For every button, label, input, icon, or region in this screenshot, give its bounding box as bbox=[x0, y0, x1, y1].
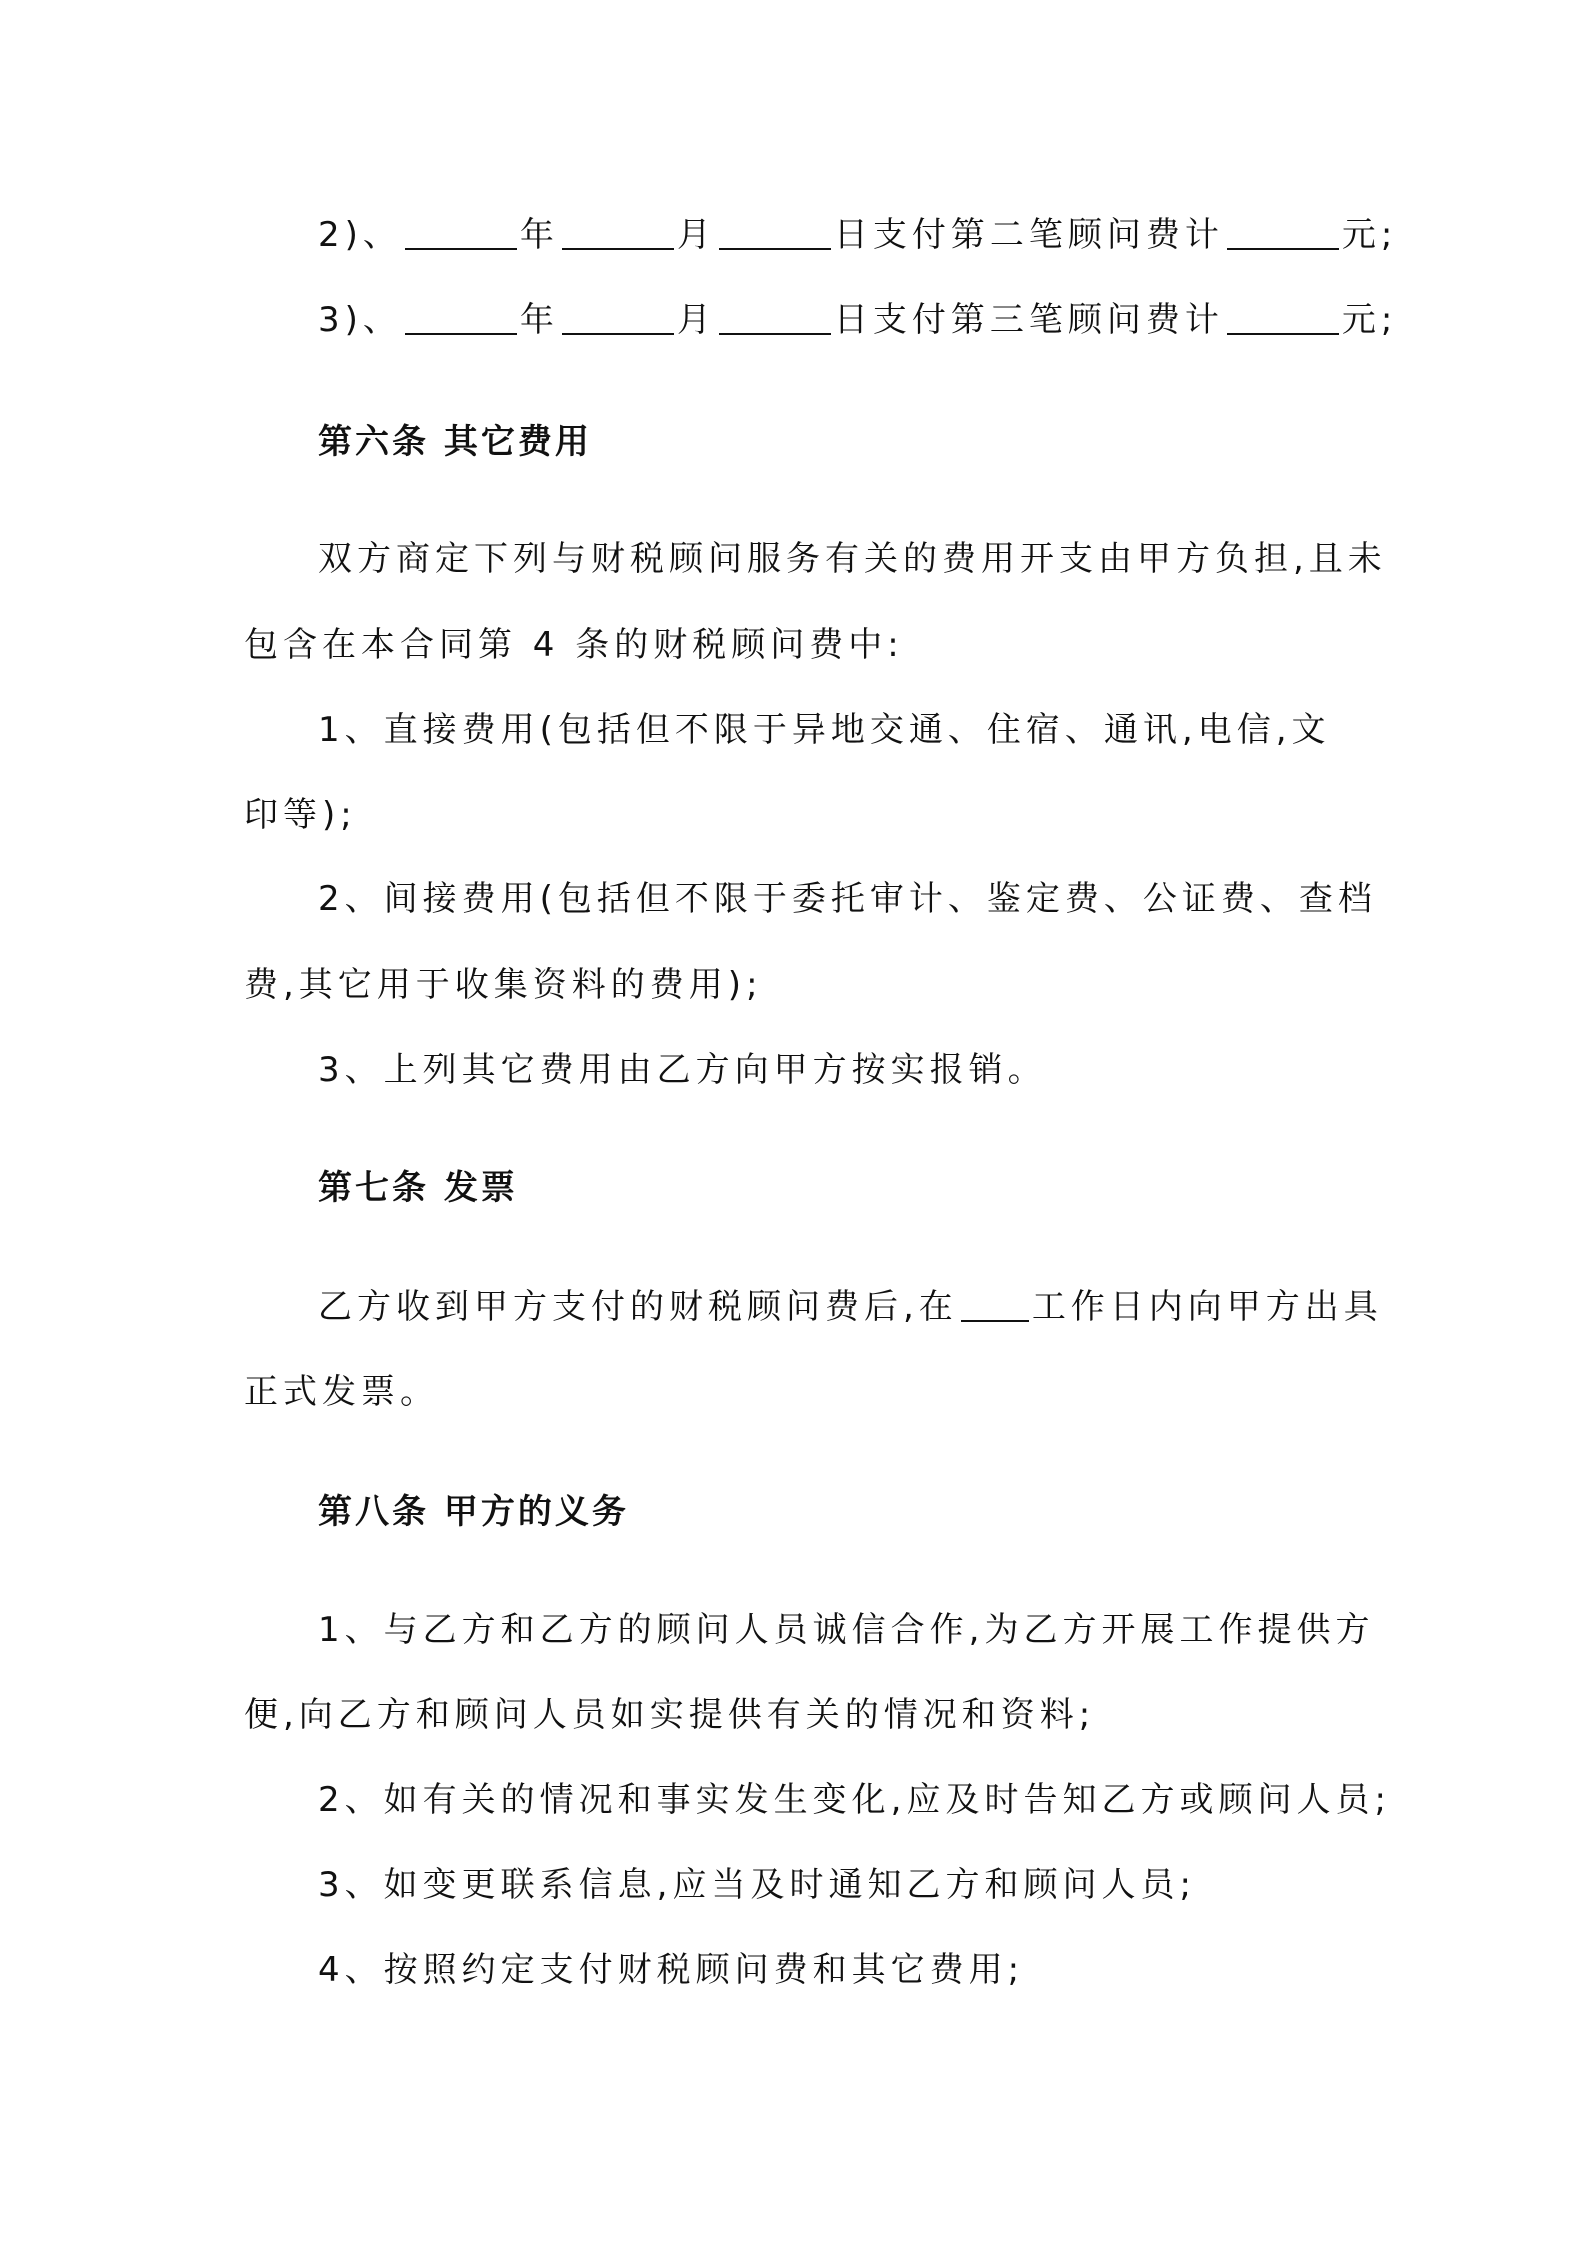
amount-blank bbox=[1227, 303, 1339, 335]
article-8-item-4: 4、按照约定支付财税顾问费和其它费用; bbox=[318, 1950, 1025, 1990]
article-8-item-1-line-1: 1、与乙方和乙方的顾问人员诚信合作,为乙方开展工作提供方 bbox=[318, 1610, 1375, 1650]
day-blank bbox=[719, 218, 831, 250]
article-7-text-after: 工作日内向甲方出具 bbox=[1031, 1287, 1383, 1327]
article-6-title: 第六条 其它费用 bbox=[318, 422, 592, 462]
year-label: 年 bbox=[519, 300, 559, 340]
month-blank bbox=[562, 303, 674, 335]
article-7-title: 第七条 发票 bbox=[318, 1168, 518, 1208]
workdays-blank bbox=[961, 1290, 1029, 1322]
amount-blank bbox=[1227, 218, 1339, 250]
article-6-item-1-line-2: 印等); bbox=[244, 795, 357, 835]
month-label: 月 bbox=[676, 300, 716, 340]
year-blank bbox=[405, 303, 517, 335]
unit-label: 元; bbox=[1341, 215, 1398, 255]
article-7-text-line-1 bbox=[318, 1285, 1383, 1329]
unit-label: 元; bbox=[1341, 300, 1398, 340]
day-blank bbox=[719, 303, 831, 335]
installment-prefix: 3)、 bbox=[318, 300, 402, 340]
article-6-intro-line-2: 包含在本合同第 4 条的财税顾问费中: bbox=[244, 625, 904, 665]
year-blank bbox=[405, 218, 517, 250]
year-label: 年 bbox=[519, 215, 559, 255]
installment-prefix: 2)、 bbox=[318, 215, 402, 255]
article-8-item-2: 2、如有关的情况和事实发生变化,应及时告知乙方或顾问人员; bbox=[318, 1780, 1391, 1820]
article-6-item-2-line-1: 2、间接费用(包括但不限于委托审计、鉴定费、公证费、查档 bbox=[318, 879, 1377, 919]
article-8-item-1-line-2: 便,向乙方和顾问人员如实提供有关的情况和资料; bbox=[244, 1695, 1096, 1735]
article-8-item-3: 3、如变更联系信息,应当及时通知乙方和顾问人员; bbox=[318, 1865, 1196, 1905]
month-label: 月 bbox=[676, 215, 716, 255]
article-8-title: 第八条 甲方的义务 bbox=[318, 1492, 629, 1532]
month-blank bbox=[562, 218, 674, 250]
article-7-text-before: 乙方收到甲方支付的财税顾问费后,在 bbox=[318, 1287, 958, 1327]
article-6-item-2-line-2: 费,其它用于收集资料的费用); bbox=[244, 965, 763, 1005]
article-7-text-line-2: 正式发票。 bbox=[244, 1372, 439, 1412]
day-payment-text: 日支付第三笔顾问费计 bbox=[833, 300, 1224, 340]
article-6-item-3: 3、上列其它费用由乙方向甲方按实报销。 bbox=[318, 1050, 1047, 1090]
article-6-intro-line-1: 双方商定下列与财税顾问服务有关的费用开支由甲方负担,且未 bbox=[318, 539, 1387, 579]
day-payment-text: 日支付第二笔顾问费计 bbox=[833, 215, 1224, 255]
installment-line-2 bbox=[318, 213, 1397, 257]
article-6-item-1-line-1: 1、直接费用(包括但不限于异地交通、住宿、通讯,电信,文 bbox=[318, 710, 1331, 750]
installment-line-3 bbox=[318, 298, 1397, 342]
